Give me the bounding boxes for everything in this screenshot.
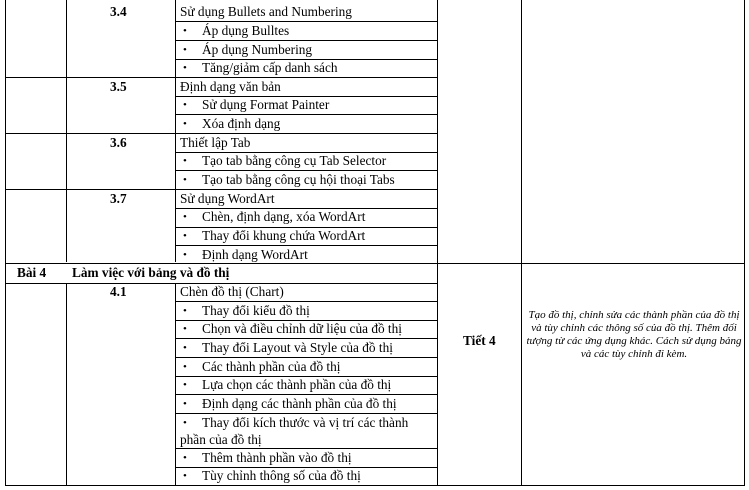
bullet-icon: • — [183, 249, 187, 261]
bullet-icon: • — [183, 379, 187, 391]
bullet-icon: • — [183, 25, 187, 37]
section-title: Thiết lập Tab — [180, 135, 251, 150]
bullet-icon: • — [183, 44, 187, 56]
list-item: Thay đổi kích thước và vị trí các thành phần của đồ thị — [180, 415, 409, 447]
list-item: Chọn và điều chỉnh dữ liệu của đồ thị — [202, 321, 402, 336]
section-number: 3.5 — [110, 79, 127, 94]
list-item: Các thành phần của đồ thị — [202, 359, 341, 374]
lesson-label: Bài 4 — [17, 265, 47, 280]
bullet-icon: • — [183, 211, 187, 223]
col-divider-1a — [66, 0, 67, 262]
table-border-right — [744, 0, 745, 486]
bullet-icon: • — [183, 417, 187, 429]
bullet-icon: • — [183, 361, 187, 373]
section-title: Chèn đồ thị (Chart) — [180, 284, 284, 299]
section-number: 4.1 — [110, 284, 127, 299]
list-item: Chèn, định dạng, xóa WordArt — [202, 209, 366, 224]
table-border-bottom — [5, 485, 745, 486]
col-divider-4 — [521, 0, 522, 486]
list-item: Áp dụng Bulltes — [202, 23, 290, 38]
list-item: Tăng/giảm cấp danh sách — [202, 60, 338, 75]
bullet-icon: • — [183, 452, 187, 464]
period-label: Tiết 4 — [463, 333, 496, 348]
bullet-icon: • — [183, 230, 187, 242]
list-item: Định dạng WordArt — [202, 247, 308, 262]
list-item: Thêm thành phần vào đồ thị — [202, 450, 352, 465]
bullet-icon: • — [183, 305, 187, 317]
list-item: Áp dụng Numbering — [202, 42, 313, 57]
lesson-note: Tạo đồ thị, chỉnh sửa các thành phần của đồ thị và tùy chỉnh các thông số của đồ thị. Thêm đối tượng từ các ứng dụng khác. Cách sử dụng bảng và các tùy chỉnh đi kèm. — [526, 309, 742, 360]
section-number: 3.7 — [110, 191, 127, 206]
bullet-icon: • — [183, 174, 187, 186]
bullet-icon: • — [183, 62, 187, 74]
col-divider-1b — [66, 283, 67, 486]
list-item: Xóa định dạng — [202, 116, 281, 131]
lesson-title: Làm việc với bảng và đồ thị — [72, 265, 230, 280]
list-item: Tạo tab bằng công cụ Tab Selector — [202, 153, 387, 168]
list-item: Tạo tab bằng công cụ hội thoại Tabs — [202, 172, 395, 187]
bullet-icon: • — [183, 323, 187, 335]
col-divider-2b — [175, 283, 176, 486]
bullet-icon: • — [183, 155, 187, 167]
list-item: Định dạng các thành phần của đồ thị — [202, 396, 397, 411]
section-title: Sử dụng WordArt — [180, 191, 275, 206]
list-item: Lựa chọn các thành phần của đồ thị — [202, 377, 392, 392]
section-title: Sử dụng Bullets and Numbering — [180, 4, 352, 19]
section-number: 3.4 — [110, 4, 127, 19]
bullet-icon: • — [183, 398, 187, 410]
section-number: 3.6 — [110, 135, 127, 150]
table-border-left — [5, 0, 6, 486]
list-item: Thay đổi kiểu đồ thị — [202, 303, 310, 318]
list-item: Tùy chỉnh thông số của đồ thị — [202, 468, 361, 483]
section-title: Định dạng văn bản — [180, 79, 281, 94]
list-item: Thay đổi khung chứa WordArt — [202, 228, 366, 243]
list-item: Sử dụng Format Painter — [202, 97, 330, 112]
bullet-icon: • — [183, 342, 187, 354]
list-item: Thay đổi Layout và Style của đồ thị — [202, 340, 393, 355]
bullet-icon: • — [183, 99, 187, 111]
bullet-icon: • — [183, 470, 187, 482]
bullet-icon: • — [183, 118, 187, 130]
